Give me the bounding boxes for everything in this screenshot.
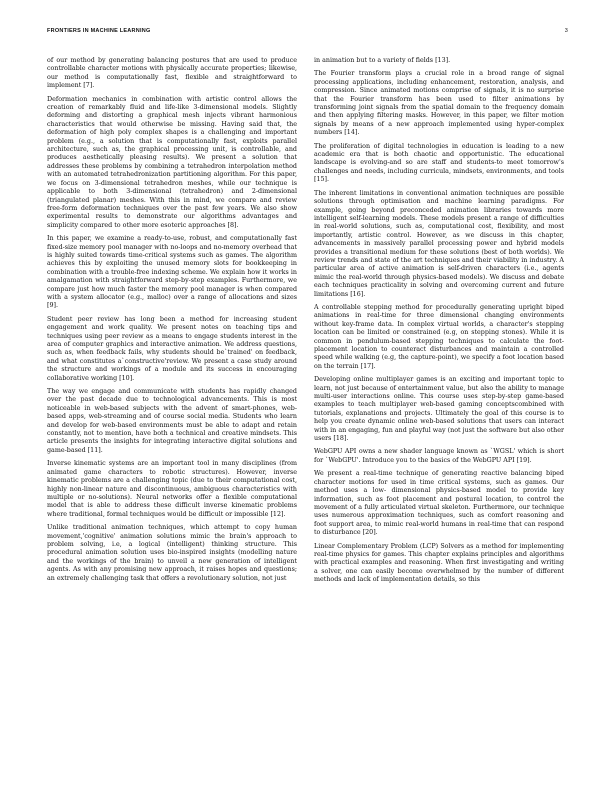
paragraph: The proliferation of digital technologies in education is leading to a new academic era that is both chaotic and opportunistic. The educational landscape is evolving-and so are staff and students-to meet tomorrow's challenges and needs, including curricula, mindsets, environments, and tools [15]. <box>314 142 564 184</box>
paragraph: Deformation mechanics in combination with artistic control allows the creation of remarkably fluid and life-like 3-dimensional models. Slightly deforming and distorting a graphical mesh injects vibrant harmonious characteristics that would otherwise be missing. Having said that, the deformation of high poly complex shapes is a challenging and important problem (e.g., a solution that is computationally fast, exploits parallel architecture, such as, the graphical processing unit, is controllable, and produces aesthetically pleasing results). We present a solution that addresses these problems by combining a tetrahedron interpolation method with an automated tetrahedronization partitioning algorithm. For this paper, we focus on 3-dimensional tetrahedron meshes, while our technique is applicable to both 3-dimensional (tetrahedron) and 2-dimensional (triangulated planar) meshes. With this in mind, we compare and review free-form deformation techniques over the past few years. We also show experimental results to demonstrate our algorithms advantages and simplicity compared to other more esoteric approaches [8]. <box>47 95 297 229</box>
paragraph: Student peer review has long been a method for increasing student engagement and work quality. We present notes on teaching tips and techniques using peer review as a means to engage students interest in the area of computer graphics and interactive animation. We address questions, such as, when feedback fails, why students should be`trained' on feedback, and what constitutes a`constructive'review. We present a case study around the structure and workings of a module and its success in encouraging collaborative working [10]. <box>47 315 297 382</box>
page-number: 3 <box>564 28 568 34</box>
paragraph: Developing online multiplayer games is an exciting and important topic to learn, not just because of entertainment value, but also the ability to manage multi-user interactions online. This course uses step-by-step game-based examples to teach multiplayer web-based gaming conceptscombined with tutorials, explanations and projects. Ultimately the goal of this course is to help you create dynamic online web-based solutions that users can interact with in an engaging, fun and playful way (not just the software but also other users [18]. <box>314 376 564 443</box>
left-column <box>47 57 297 782</box>
paragraph: The Fourier transform plays a crucial role in a broad range of signal processing applications, including enhancement, restoration, analysis, and compression. Since animated motions comprise of signals, it is no surprise that the Fourier transform has been used to filter animations by transforming joint signals from the spatial domain to the frequency domain and then applying filtering masks. However, in this paper, we filter motion signals by means of a new approach implemented using hyper-complex numbers [14]. <box>314 70 564 137</box>
paragraph: Unlike traditional animation techniques, which attempt to copy human movement,'cognitive' animation solutions mimic the brain's approach to problem solving, i.e, a logical (intelligent) thinking structure. This procedural animation solution uses bio-inspired insights (modelling nature and the workings of the brain) to unveil a new generation of intelligent agents. As with any promising new approach, it raises hopes and questions; an extremely challenging task that offers a revolutionary solution, not just <box>47 524 297 582</box>
paragraph: in animation but to a variety of fields [13]. <box>314 57 451 64</box>
paragraph: We present a real-time technique of generating reactive balancing biped character motions for used in time critical systems, such as games. Our method uses a low- dimensional physics-based model to provide key information, such as foot placement and postural location, to control the movement of a fully articulated virtual skeleton. Furthermore, our technique uses numerous approximation techniques, such as comfort reasoning and foot support area, to mimic real-world humans in real-time that can respond to disturbance [20]. <box>314 470 564 537</box>
paragraph: of our method by generating balancing postures that are used to produce controllable character motions with physically accurate properties; likewise, our method is computationally fast, flexible and straightforward to implement [7]. <box>47 57 297 90</box>
page-header <box>47 28 568 38</box>
paragraph: WebGPU API owns a new shader language known as `WGSL' which is short for `WebGPU'. Introduce you to the basics of the WebGPU API [19]. <box>314 448 564 464</box>
paragraph: Inverse kinematic systems are an important tool in many disciplines (from animated game characters to robotic structures). However, inverse kinematic problems are a challenging topic (due to their computational cost, highly non-linear nature and discontinuous, ambiguous characteristics with multiple or no-solutions). Neural networks offer a flexible computational model that is able to address these difficult inverse kinematic problems where traditional, formal techniques would be difficult or impossible [12]. <box>47 460 297 518</box>
paragraph: The inherent limitations in conventional animation techniques are possible solutions through optimisation and machine learning paradigms. For example, going beyond preconceded animation libraries towards more intelligent self-learning models. These models present a range of difficulties in real-world solutions, such as, computational cost, flexibility, and most importantly, artistic control. However, as we discuss in this chapter, advancements in massively parallel processing power and hybrid models provides a transitional medium for these solutions (best of both worlds). We review trends and state of the art techniques and their viability in industry. A particular area of active animation is self-driven characters (i.e., agents mimic the real-world through physics-based models). We discuss and debate each techniques practicality in solving and overcoming current and future limitations [16]. <box>314 189 564 298</box>
paragraph: In this paper, we examine a ready-to-use, robust, and computationally fast fixed-size memory pool manager with no-loops and no-memory overhead that is highly suited towards time-critical systems such as games. The algorithm achieves this by exploiting the unused memory slots for bookkeeping in combination with a trouble-free indexing scheme. We explain how it works in amalgamation with straightforward step-by-step examples. Furthermore, we compare just how much faster the memory pool manager is when compared with a system allocator (e.g., malloc) over a range of allocations and sizes [9]. <box>47 235 297 310</box>
running-title: FRONTIERS IN MACHINE LEARNING <box>47 28 151 34</box>
paragraph: A controllable stepping method for procedurally generating upright biped animations in real-time for three dimensional changing environments without key-frame data. In complex virtual worlds, a character's stepping location can be limited or constrained (e.g, on stepping stones). While it is common in pendulum-based stepping techniques to calculate the foot-placement location to counteract disturbances and maintain a controlled speed while walking (e.g, the capture-point), we specify a foot location based on the terrain [17]. <box>314 303 564 370</box>
paragraph: The way we engage and communicate with students has rapidly changed over the past decade due to technological advancements. This is most noticeable in web-based subjects with the advent of smart-phones, web-based apps, web-streaming and of course social media. Students who learn and develop for web-based environments must be able to adapt and retain constantly, not to mention, have both a technical and creative mindsets. This article presents the insights for integrating interactive digital solutions and game-based [11]. <box>47 388 297 454</box>
right-column <box>314 57 564 782</box>
paragraph: Linear Complementary Problem (LCP) Solvers as a method for implementing real-time physics for games. This chapter explains principles and algorithms with practical examples and reasoning. When first investigating and writing a solver, one can easily become overwhelmed by the number of different methods and lack of implementation details, so this <box>314 542 564 584</box>
